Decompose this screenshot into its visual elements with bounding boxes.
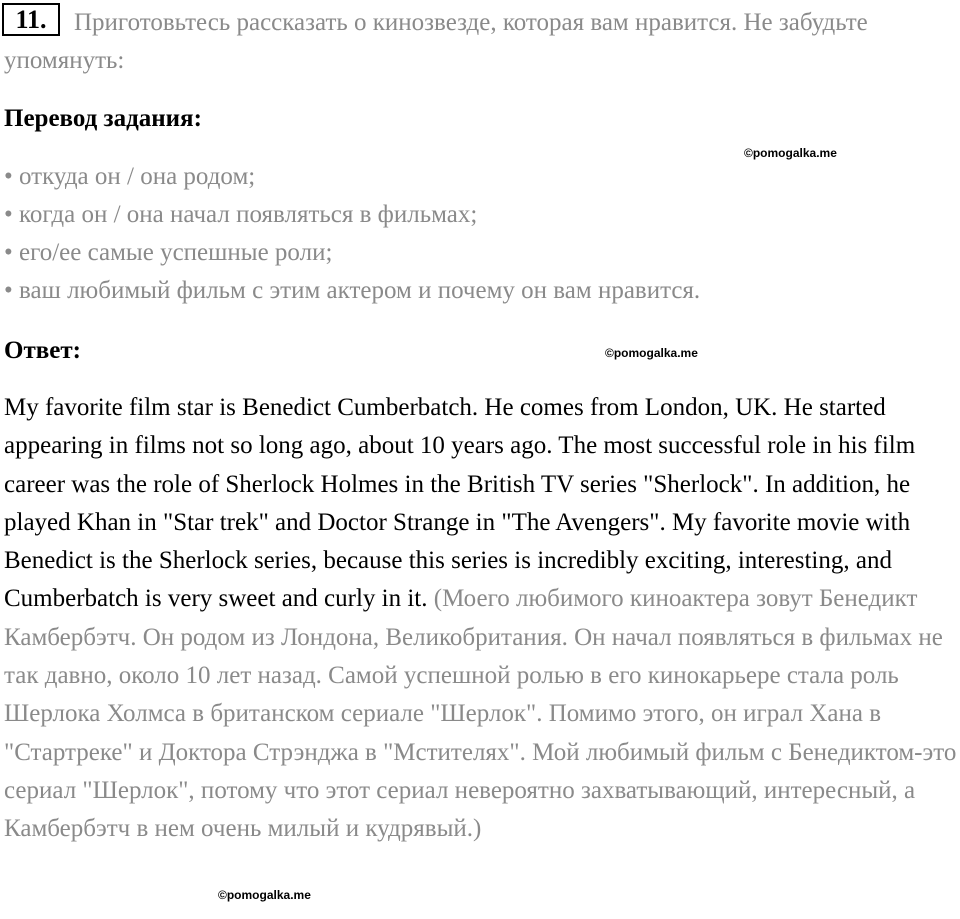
- translation-heading: Перевод задания:: [4, 105, 202, 132]
- watermark: ©pomogalka.me: [605, 346, 698, 360]
- answer-paragraph: [4, 389, 960, 849]
- answer-russian-translation: (Моего любимого киноактера зовут Бенедикт Камбербэтч. Он родом из Лондона, Великобритания. Он начал появляться в фильмах не так давно, около 10 лет назад. Самой успешной ролью в его кинокарьере стала роль Шерлока Холмса в британском сериале "Шерлок". Помимо этого, он играл Хана в "Стартреке" и Доктора Стрэнджа в "Мстителях". Мой любимый фильм с Бенедиктом-это сериал "Шерлок", потому что этот сериал невероятно захватывающий, интересный, а Камбербэтч в нем очень милый и кудрявый.): [4, 585, 957, 843]
- list-item: • откуда он / она родом;: [4, 163, 256, 190]
- answer-heading: Ответ:: [4, 337, 81, 364]
- task-text: Приготовьтесь рассказать о кинозвезде, которая вам нравится. Не забудьте упомянуть:: [4, 9, 868, 74]
- watermark: ©pomogalka.me: [744, 146, 837, 160]
- list-item: • его/ее самые успешные роли;: [4, 239, 333, 266]
- answer-english-text: My favorite film star is Benedict Cumberbatch. He comes from London, UK. He started appearing in films not so long ago, about 10 years ago. The most successful role in his film career was the role of Sherlock Holmes in the British TV series "Sherlock". In addition, he played Khan in "Star trek" and Doctor Strange in "The Avengers". My favorite movie with Benedict is the Sherlock series, because this series is incredibly exciting, interesting, and Cumberbatch is very sweet and curly in it.: [4, 394, 916, 613]
- task-number-badge: 11.: [2, 3, 60, 36]
- task-points-list: [4, 158, 700, 310]
- list-item: • ваш любимый фильм с этим актером и почему он вам нравится.: [4, 277, 701, 304]
- list-item: • когда он / она начал появляться в фильмах;: [4, 201, 478, 228]
- watermark: ©pomogalka.me: [218, 888, 311, 902]
